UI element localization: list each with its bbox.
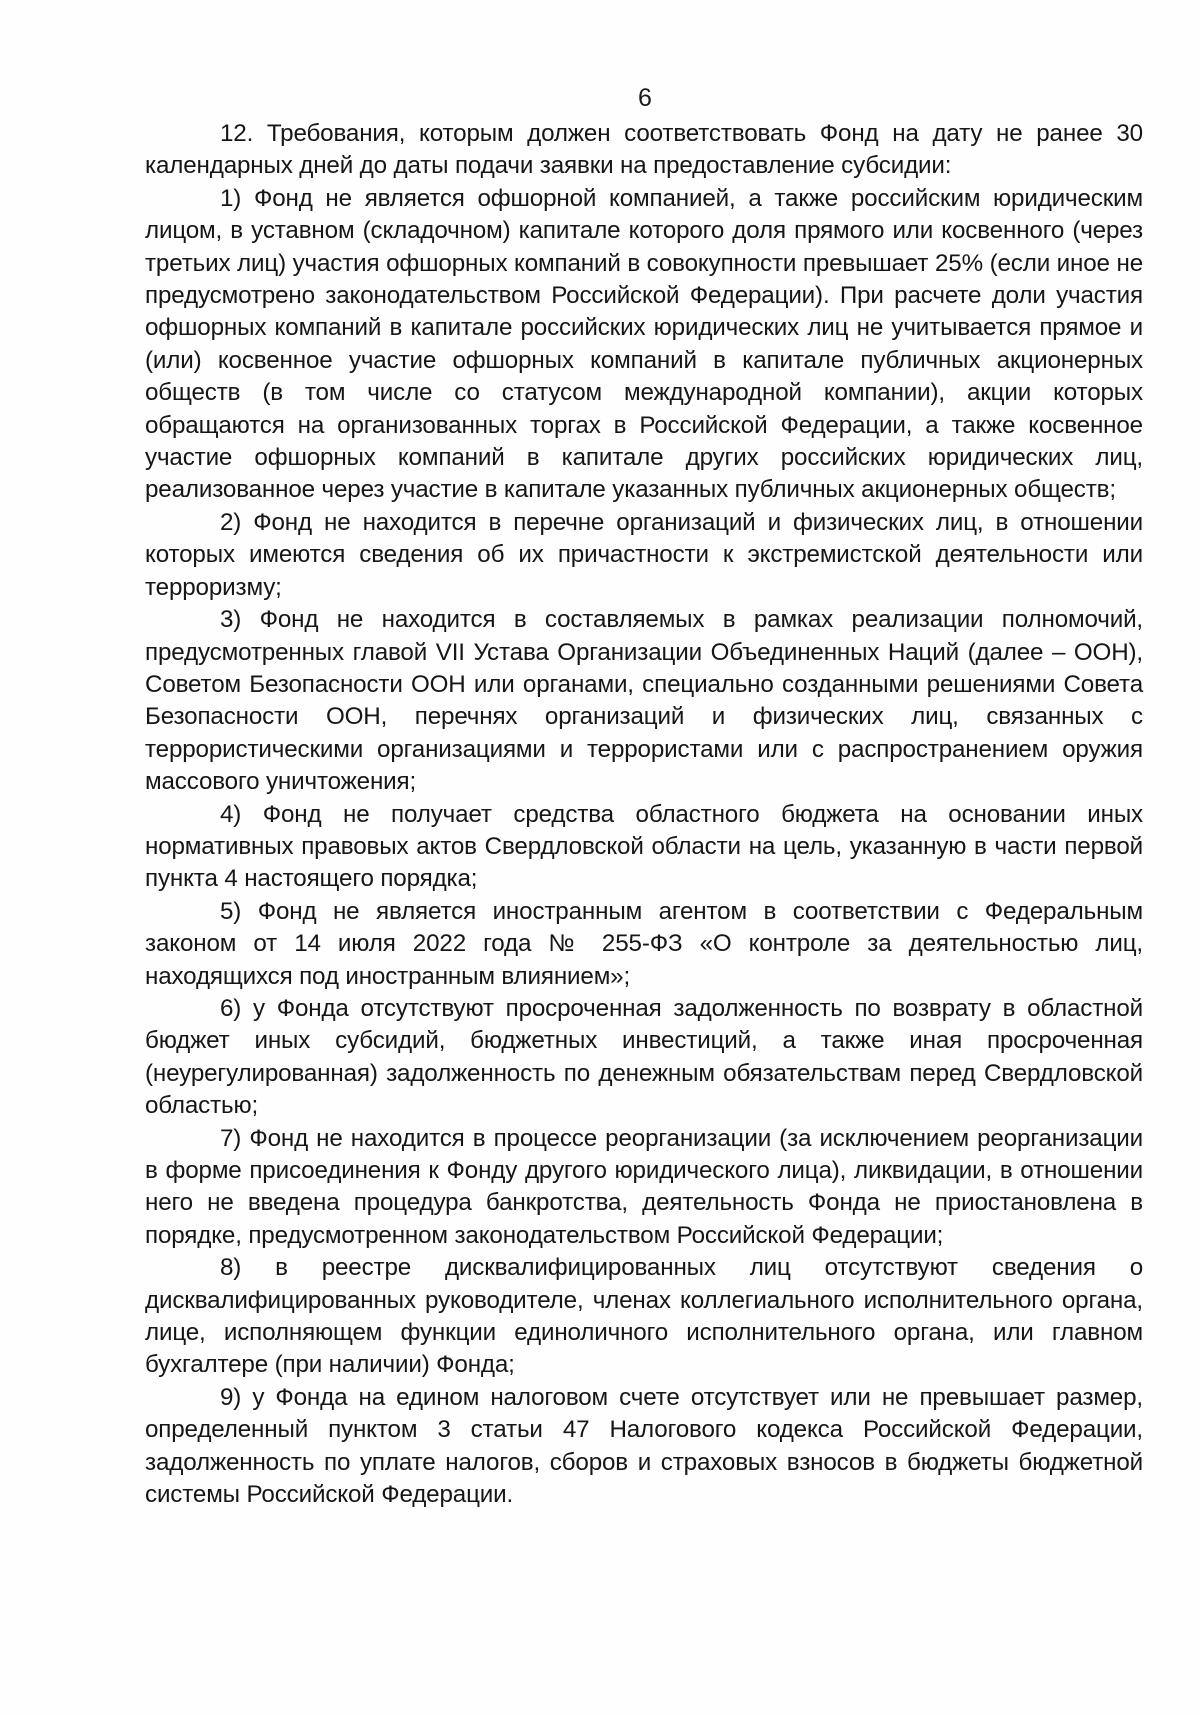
paragraph-item-7-reorganization: 7) Фонд не находится в процессе реорганизации (за исключением реорганизации в форме присоединения к Фонду другого юридического лица), ликвидации, в отношении него не введена процедура банкротства, деятельность Фонда не приостановлена в порядке, предусмотренном законодательством Российской Федерации; [145,1124,1143,1249]
paragraph-item-1-offshore: 1) Фонд не является офшорной компанией, а также российским юридическим лицом, в уставном (складочном) капитале которого доля прямого или косвенного (через третьих лиц) участия офшорных компаний в совокупности превышает 25% (если иное не предусмотрено законодательством Российской Федерации). При расчете доли участия офшорных компаний в капитале российских юридических лиц не учитывается прямое и (или) косвенное участие офшорных компаний в капитале публичных акционерных обществ (в том числе со статусом международной компании), акции которых обращаются на организованных торгах в Российской Федерации, а также косвенное участие офшорных компаний в капитале других российских юридических лиц, реализованное через участие в капитале указанных публичных акционерных обществ; [145,184,1143,504]
paragraph-item-6-overdue-debt: 6) у Фонда отсутствуют просроченная задолженность по возврату в областной бюджет иных субсидий, бюджетных инвестиций, а также иная просроченная (неурегулированная) задолженность по денежным обязательствам перед Свердловской областью; [145,994,1143,1120]
paragraph-item-2-extremism: 2) Фонд не находится в перечне организаций и физических лиц, в отношении которых имеются сведения об их причастности к экстремистской деятельности или терроризму; [145,508,1143,601]
paragraph-item-8-disqualified: 8) в реестре дисквалифицированных лиц отсутствуют сведения о дисквалифицированных руководителе, членах коллегиального исполнительного органа, лице, исполняющем функции единоличного исполнительного органа, или главном бухгалтере (при наличии) Фонда; [145,1254,1143,1379]
paragraph-item-5-foreign-agent: 5) Фонд не является иностранным агентом в соответствии с Федеральным законом от 14 июля 2022 года № 255-ФЗ «О контроле за деятельностью лиц, находящихся под иностранным влиянием»; [145,897,1143,990]
paragraph-item-4-budget-funds: 4) Фонд не получает средства областного бюджета на основании иных нормативных правовых актов Свердловской области на цель, указанную в части первой пункта 4 настоящего порядка; [145,800,1143,893]
paragraph-12-requirements: 12. Требования, которым должен соответствовать Фонд на дату не ранее 30 календарных дней до даты подачи заявки на предоставление субсидии: [145,120,1143,180]
document-body [145,118,1143,1511]
paragraph-item-3-un-lists: 3) Фонд не находится в составляемых в рамках реализации полномочий, предусмотренных главой VII Устава Организации Объединенных Наций (далее – ООН), Советом Безопасности ООН или органами, специально созданными решениями Совета Безопасности ООН, перечнях организаций и физических лиц, связанных с террористическими организациями и террористами или с распространением оружия массового уничтожения; [145,606,1143,796]
page-number: 6 [638,84,652,112]
paragraph-item-9-tax-debt: 9) у Фонда на едином налоговом счете отсутствует или не превышает размер, определенный пунктом 3 статьи 47 Налогового кодекса Российской Федерации, задолженность по уплате налогов, сборов и страховых взносов в бюджеты бюджетной системы Российской Федерации. [145,1383,1143,1509]
